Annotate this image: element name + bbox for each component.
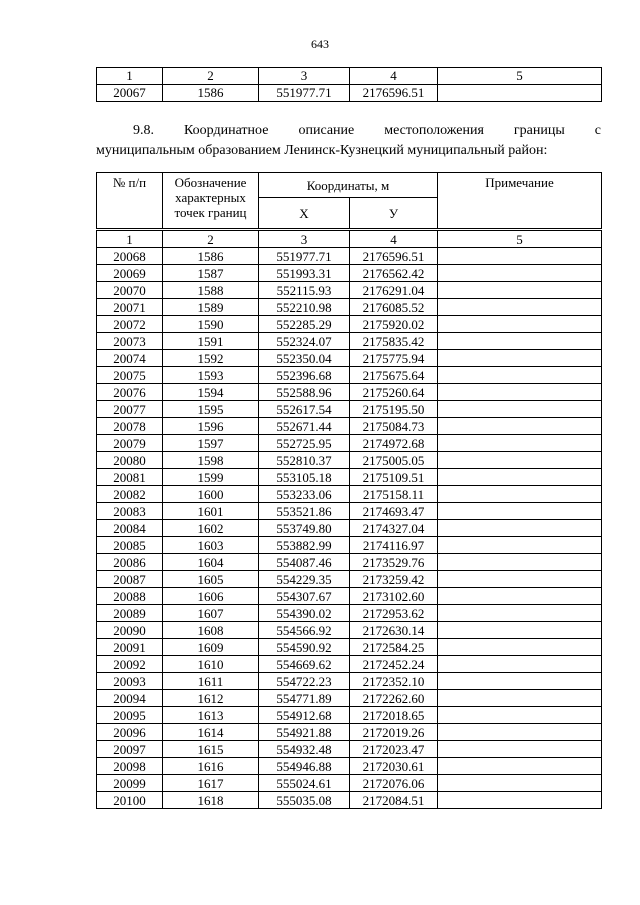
cell-num: 20082 <box>97 486 163 503</box>
column-number: 4 <box>350 68 438 85</box>
cell-num: 20080 <box>97 452 163 469</box>
table-row <box>97 537 602 554</box>
cell-point: 1606 <box>163 588 259 605</box>
cell-y: 2173529.76 <box>350 554 438 571</box>
cell-point: 1593 <box>163 367 259 384</box>
cell-x: 551977.71 <box>259 85 350 102</box>
cell-y: 2175775.94 <box>350 350 438 367</box>
cell-num: 20073 <box>97 333 163 350</box>
table-row <box>97 622 602 639</box>
table-row <box>97 401 602 418</box>
cell-num: 20078 <box>97 418 163 435</box>
cell-num: 20092 <box>97 656 163 673</box>
table-header <box>96 172 602 229</box>
cell-x: 554722.23 <box>259 673 350 690</box>
cell-note <box>438 656 602 673</box>
cell-num: 20077 <box>97 401 163 418</box>
cell-num: 20075 <box>97 367 163 384</box>
cell-note <box>438 350 602 367</box>
cell-note <box>438 401 602 418</box>
cell-x: 552617.54 <box>259 401 350 418</box>
cell-note <box>438 707 602 724</box>
cell-note <box>438 333 602 350</box>
cell-note <box>438 639 602 656</box>
cell-point: 1597 <box>163 435 259 452</box>
cell-x: 552588.96 <box>259 384 350 401</box>
cell-y: 2175675.64 <box>350 367 438 384</box>
cell-x: 551993.31 <box>259 265 350 282</box>
cell-num: 20071 <box>97 299 163 316</box>
header-note: Примечание <box>438 173 602 229</box>
column-number: 5 <box>438 231 602 248</box>
cell-point: 1607 <box>163 605 259 622</box>
cell-point: 1610 <box>163 656 259 673</box>
cell-x: 552285.29 <box>259 316 350 333</box>
cell-point: 1587 <box>163 265 259 282</box>
cell-note <box>438 605 602 622</box>
cell-y: 2172019.26 <box>350 724 438 741</box>
cell-y: 2172953.62 <box>350 605 438 622</box>
cell-num: 20081 <box>97 469 163 486</box>
cell-num: 20084 <box>97 520 163 537</box>
table-row <box>97 520 602 537</box>
cell-x: 552725.95 <box>259 435 350 452</box>
table-row <box>97 639 602 656</box>
table-row <box>97 741 602 758</box>
table-row <box>97 758 602 775</box>
cell-num: 20099 <box>97 775 163 792</box>
column-number: 5 <box>438 68 602 85</box>
cell-y: 2172018.65 <box>350 707 438 724</box>
cell-note <box>438 85 602 102</box>
cell-point: 1615 <box>163 741 259 758</box>
table-row <box>97 503 602 520</box>
cell-num: 20100 <box>97 792 163 809</box>
cell-y: 2174327.04 <box>350 520 438 537</box>
cell-note <box>438 299 602 316</box>
cell-x: 554390.02 <box>259 605 350 622</box>
table-row <box>97 265 602 282</box>
table-row <box>97 724 602 741</box>
table-row <box>97 571 602 588</box>
cell-y: 2172584.25 <box>350 639 438 656</box>
cell-point: 1609 <box>163 639 259 656</box>
cell-note <box>438 588 602 605</box>
cell-point: 1590 <box>163 316 259 333</box>
cell-point: 1595 <box>163 401 259 418</box>
table-row <box>97 486 602 503</box>
cell-x: 554912.68 <box>259 707 350 724</box>
cell-point: 1589 <box>163 299 259 316</box>
table-row <box>97 452 602 469</box>
cell-x: 552810.37 <box>259 452 350 469</box>
cell-x: 554590.92 <box>259 639 350 656</box>
cell-x: 554946.88 <box>259 758 350 775</box>
cell-point: 1594 <box>163 384 259 401</box>
cell-num: 20087 <box>97 571 163 588</box>
header-y: У <box>350 198 438 229</box>
column-number-row <box>97 231 602 248</box>
table-row <box>97 673 602 690</box>
cell-note <box>438 690 602 707</box>
table-row <box>97 418 602 435</box>
cell-y: 2172262.60 <box>350 690 438 707</box>
column-number: 3 <box>259 68 350 85</box>
table-row <box>97 707 602 724</box>
cell-num: 20096 <box>97 724 163 741</box>
cell-x: 555024.61 <box>259 775 350 792</box>
cell-x: 554771.89 <box>259 690 350 707</box>
cell-point: 1617 <box>163 775 259 792</box>
cell-x: 553521.86 <box>259 503 350 520</box>
cell-note <box>438 741 602 758</box>
cell-point: 1608 <box>163 622 259 639</box>
cell-x: 554932.48 <box>259 741 350 758</box>
cell-y: 2172076.06 <box>350 775 438 792</box>
cell-num: 20068 <box>97 248 163 265</box>
cell-y: 2173102.60 <box>350 588 438 605</box>
table-row <box>97 656 602 673</box>
cell-y: 2172030.61 <box>350 758 438 775</box>
column-number: 2 <box>163 231 259 248</box>
table-row <box>97 299 602 316</box>
cell-y: 2175260.64 <box>350 384 438 401</box>
cell-num: 20086 <box>97 554 163 571</box>
cell-num: 20070 <box>97 282 163 299</box>
cell-x: 554229.35 <box>259 571 350 588</box>
cell-num: 20089 <box>97 605 163 622</box>
cell-note <box>438 673 602 690</box>
column-number: 2 <box>163 68 259 85</box>
table-row <box>97 350 602 367</box>
table-row <box>97 588 602 605</box>
cell-note <box>438 452 602 469</box>
cell-point: 1618 <box>163 792 259 809</box>
cell-point: 1598 <box>163 452 259 469</box>
cell-note <box>438 248 602 265</box>
column-number: 1 <box>97 68 163 85</box>
cell-point: 1586 <box>163 248 259 265</box>
cell-num: 20091 <box>97 639 163 656</box>
column-number: 4 <box>350 231 438 248</box>
cell-y: 2175158.11 <box>350 486 438 503</box>
cell-num: 20083 <box>97 503 163 520</box>
cell-num: 20088 <box>97 588 163 605</box>
cell-point: 1601 <box>163 503 259 520</box>
page-number: 643 <box>311 37 329 51</box>
cell-num: 20069 <box>97 265 163 282</box>
column-number: 1 <box>97 231 163 248</box>
cell-x: 554566.92 <box>259 622 350 639</box>
cell-num: 20067 <box>97 85 163 102</box>
cell-x: 554921.88 <box>259 724 350 741</box>
cell-x: 554669.62 <box>259 656 350 673</box>
cell-num: 20095 <box>97 707 163 724</box>
cell-y: 2176291.04 <box>350 282 438 299</box>
table-row <box>97 469 602 486</box>
cell-y: 2175835.42 <box>350 333 438 350</box>
cell-point: 1592 <box>163 350 259 367</box>
table-row <box>97 435 602 452</box>
cell-note <box>438 571 602 588</box>
cell-num: 20097 <box>97 741 163 758</box>
cell-y: 2175920.02 <box>350 316 438 333</box>
paragraph-line-2: муниципальным образованием Ленинск-Кузнецкий муниципальный район: <box>96 143 548 158</box>
cell-note <box>438 775 602 792</box>
table-row <box>97 554 602 571</box>
cell-y: 2176562.42 <box>350 265 438 282</box>
cell-point: 1600 <box>163 486 259 503</box>
cell-num: 20072 <box>97 316 163 333</box>
cell-point: 1599 <box>163 469 259 486</box>
cell-y: 2176596.51 <box>350 85 438 102</box>
cell-x: 553749.80 <box>259 520 350 537</box>
cell-y: 2172630.14 <box>350 622 438 639</box>
cell-note <box>438 265 602 282</box>
cell-point: 1591 <box>163 333 259 350</box>
paragraph-line-1: 9.8. Координатное описание местоположения границы с <box>133 123 601 138</box>
cell-point: 1588 <box>163 282 259 299</box>
cell-x: 553105.18 <box>259 469 350 486</box>
cell-point: 1612 <box>163 690 259 707</box>
cell-x: 552396.68 <box>259 367 350 384</box>
cell-note <box>438 316 602 333</box>
cell-x: 552210.98 <box>259 299 350 316</box>
cell-x: 553233.06 <box>259 486 350 503</box>
cell-y: 2175195.50 <box>350 401 438 418</box>
cell-point: 1603 <box>163 537 259 554</box>
cell-y: 2172023.47 <box>350 741 438 758</box>
cell-note <box>438 792 602 809</box>
column-number: 3 <box>259 231 350 248</box>
cell-note <box>438 503 602 520</box>
table-row <box>97 605 602 622</box>
cell-num: 20090 <box>97 622 163 639</box>
cell-x: 552350.04 <box>259 350 350 367</box>
table-row <box>97 248 602 265</box>
cell-note <box>438 758 602 775</box>
table-row <box>97 316 602 333</box>
cell-note <box>438 469 602 486</box>
cell-num: 20093 <box>97 673 163 690</box>
cell-y: 2174693.47 <box>350 503 438 520</box>
cell-note <box>438 384 602 401</box>
table-row <box>97 85 602 102</box>
cell-num: 20085 <box>97 537 163 554</box>
cell-point: 1604 <box>163 554 259 571</box>
cell-note <box>438 282 602 299</box>
cell-note <box>438 486 602 503</box>
cell-x: 552671.44 <box>259 418 350 435</box>
cell-x: 552324.07 <box>259 333 350 350</box>
cell-y: 2175084.73 <box>350 418 438 435</box>
table-row <box>97 690 602 707</box>
cell-x: 551977.71 <box>259 248 350 265</box>
cell-y: 2172352.10 <box>350 673 438 690</box>
table-row <box>97 792 602 809</box>
cell-point: 1611 <box>163 673 259 690</box>
section-paragraph <box>96 121 601 161</box>
cell-note <box>438 367 602 384</box>
cell-y: 2175005.05 <box>350 452 438 469</box>
table-row <box>97 333 602 350</box>
cell-x: 553882.99 <box>259 537 350 554</box>
cell-x: 555035.08 <box>259 792 350 809</box>
header-coords: Координаты, м <box>259 173 438 198</box>
continuation-table <box>96 67 602 102</box>
cell-note <box>438 724 602 741</box>
cell-y: 2175109.51 <box>350 469 438 486</box>
cell-num: 20076 <box>97 384 163 401</box>
cell-y: 2172452.24 <box>350 656 438 673</box>
cell-y: 2174972.68 <box>350 435 438 452</box>
table-row <box>97 367 602 384</box>
cell-point: 1586 <box>163 85 259 102</box>
header-num: № п/п <box>97 173 163 229</box>
table-row <box>97 282 602 299</box>
cell-note <box>438 622 602 639</box>
cell-num: 20094 <box>97 690 163 707</box>
cell-num: 20098 <box>97 758 163 775</box>
cell-note <box>438 520 602 537</box>
cell-note <box>438 418 602 435</box>
table-row <box>97 384 602 401</box>
cell-y: 2174116.97 <box>350 537 438 554</box>
table-row <box>97 775 602 792</box>
header-x: Х <box>259 198 350 229</box>
column-number-row <box>97 68 602 85</box>
cell-point: 1602 <box>163 520 259 537</box>
cell-point: 1613 <box>163 707 259 724</box>
cell-y: 2173259.42 <box>350 571 438 588</box>
cell-x: 552115.93 <box>259 282 350 299</box>
cell-note <box>438 554 602 571</box>
cell-x: 554307.67 <box>259 588 350 605</box>
cell-y: 2176085.52 <box>350 299 438 316</box>
cell-note <box>438 537 602 554</box>
header-designation: Обозначение характерных точек границ <box>163 173 259 229</box>
cell-point: 1605 <box>163 571 259 588</box>
cell-x: 554087.46 <box>259 554 350 571</box>
cell-y: 2172084.51 <box>350 792 438 809</box>
cell-point: 1616 <box>163 758 259 775</box>
coordinates-table <box>96 230 602 809</box>
cell-point: 1614 <box>163 724 259 741</box>
cell-point: 1596 <box>163 418 259 435</box>
cell-note <box>438 435 602 452</box>
cell-num: 20079 <box>97 435 163 452</box>
cell-y: 2176596.51 <box>350 248 438 265</box>
cell-num: 20074 <box>97 350 163 367</box>
